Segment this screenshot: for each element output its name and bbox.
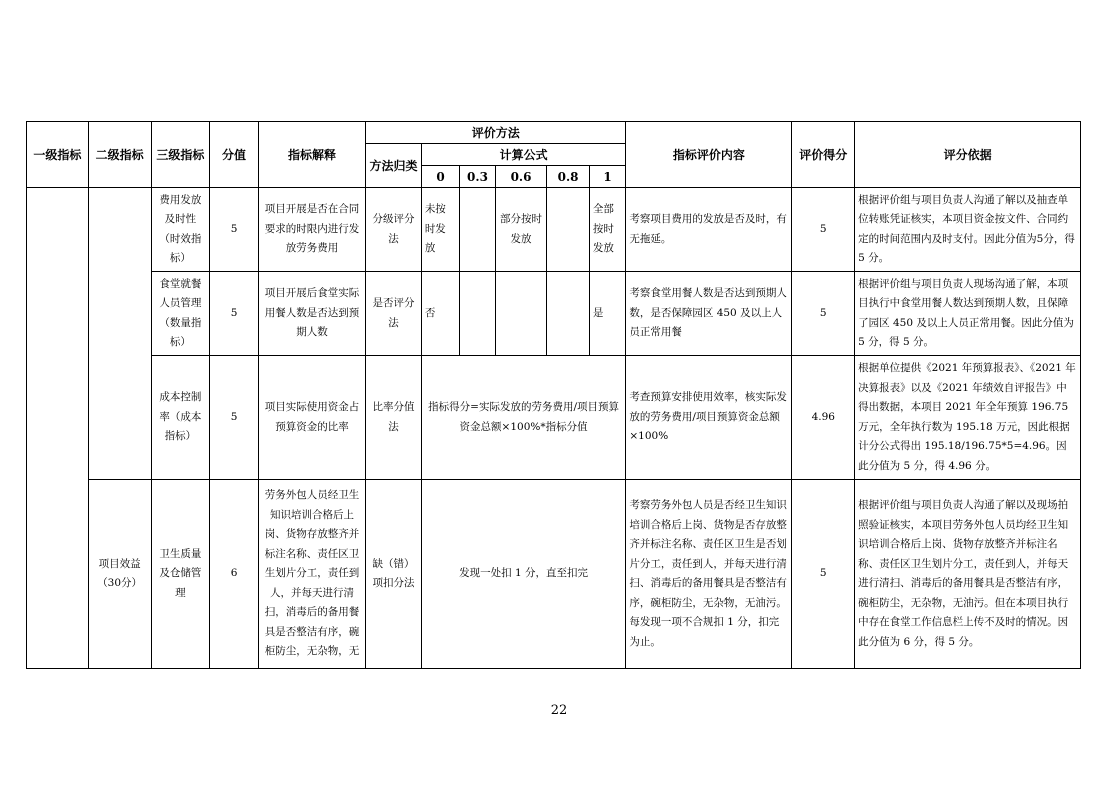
explanation-cell: 项目开展后食堂实际用餐人数是否达到预期人数: [258, 272, 365, 356]
header-method-class: 方法归类: [366, 144, 422, 188]
explanation-cell: 项目实际使用资金占预算资金的比率: [258, 356, 365, 480]
explanation-cell: 劳务外包人员经卫生知识培训合格后上岗、货物存放整齐并标注名称、责任区卫生划片分工，责任到人，并每天进行清扫，消毒后的备用餐具是否整洁有序，碗柜防尘，无杂物，无: [258, 480, 365, 669]
header-formula-col: 0: [421, 166, 459, 188]
header-row-1: [27, 122, 1081, 144]
header-explanation: 指标解释: [258, 122, 365, 188]
header-score: 分值: [210, 122, 259, 188]
level3-cell: 成本控制率（成本指标）: [151, 356, 210, 480]
page-number: 22: [550, 703, 568, 718]
header-formula-col: 0.3: [460, 166, 495, 188]
explanation-cell: 项目开展是否在合同要求的时限内进行发放劳务费用: [258, 188, 365, 272]
header-formula-col: 0.6: [495, 166, 547, 188]
evaluation-table: [26, 121, 1081, 669]
table-row: [27, 356, 1081, 480]
basis-cell: 根据评价组与项目负责人沟通了解以及抽查单位转账凭证核实，本项目资金按文件、合同约定的时间范围内及时支付。因此分值为5分，得 5 分。: [855, 188, 1081, 272]
basis-cell: 根据单位提供《2021 年预算报表》、《2021 年决算报表》以及《2021 年绩效自评报告》中得出数据，本项目 2021 年全年预算 196.75 万元，全年执行数为 195.18 万元，因此根据计分公式得出 195.18/196.75*5=4.96。因此分值为 5 分，得 4.96 分。: [855, 356, 1081, 480]
header-basis: 评分依据: [855, 122, 1081, 188]
score-cell: 5: [210, 188, 259, 272]
level2-cell: [88, 188, 151, 480]
content-cell: 考察食堂用餐人数是否达到预期人数，是否保障园区 450 及以上人员正常用餐: [626, 272, 792, 356]
header-eval-content: 指标评价内容: [626, 122, 792, 188]
formula-cell-1: 全部按时发放: [589, 188, 626, 272]
header-formula-col: 1: [589, 166, 626, 188]
eval-score-cell: 5: [792, 188, 855, 272]
formula-cell-1: 是: [589, 272, 626, 356]
level3-cell: 费用发放及时性（时效指标）: [151, 188, 210, 272]
level3-cell: 卫生质量及仓储管理: [151, 480, 210, 669]
formula-cell-03: [460, 272, 495, 356]
formula-cell-03: [460, 188, 495, 272]
header-formula-col: 0.8: [547, 166, 590, 188]
content-cell: 考察劳务外包人员是否经卫生知识培训合格后上岗、货物是否存放整齐并标注名称、责任区卫生是否划片分工，责任到人，并每天进行清扫、消毒后的备用餐具是否整洁有序，碗柜防尘，无杂物，无油污。每发现一项不合规扣 1 分，扣完为止。: [626, 480, 792, 669]
header-level2: 二级指标: [88, 122, 151, 188]
content-cell: 考查预算安排使用效率，核实际发放的劳务费用/项目预算资金总额×100%: [626, 356, 792, 480]
formula-cell-0: 未按时发放: [421, 188, 459, 272]
formula-cell-06: [495, 272, 547, 356]
score-cell: 6: [210, 480, 259, 669]
formula-cell-0: 否: [421, 272, 459, 356]
header-eval-score: 评价得分: [792, 122, 855, 188]
table-row: [27, 480, 1081, 669]
table-row: [27, 272, 1081, 356]
content-cell: 考察项目费用的发放是否及时，有无拖延。: [626, 188, 792, 272]
formula-cell-08: [547, 188, 590, 272]
header-level3: 三级指标: [151, 122, 210, 188]
eval-score-cell: 5: [792, 272, 855, 356]
formula-cell-08: [547, 272, 590, 356]
table-row: [27, 188, 1081, 272]
method-cell: 比率分值法: [366, 356, 422, 480]
method-cell: 是否评分法: [366, 272, 422, 356]
level2-cell: 项目效益（30分）: [88, 480, 151, 669]
eval-score-cell: 4.96: [792, 356, 855, 480]
eval-score-cell: 5: [792, 480, 855, 669]
formula-cell-06: 部分按时发放: [495, 188, 547, 272]
header-eval-method: 评价方法: [366, 122, 626, 144]
basis-cell: 根据评价组与项目负责人沟通了解以及现场拍照验证核实，本项目劳务外包人员均经卫生知识培训合格后上岗、货物存放整齐并标注名称、责任区卫生划片分工，责任到人，并每天进行清扫、消毒后的备用餐具是否整洁有序，碗柜防尘，无杂物，无油污。但在本项目执行中存在食堂工作信息栏上传不及时的情况。因此分值为 6 分，得 5 分。: [855, 480, 1081, 669]
level1-cell: [27, 188, 89, 669]
method-cell: 缺（错）项扣分法: [366, 480, 422, 669]
basis-cell: 根据评价组与项目负责人现场沟通了解，本项目执行中食堂用餐人数达到预期人数，且保障了园区 450 及以上人员正常用餐。因此分值为 5 分，得 5 分。: [855, 272, 1081, 356]
score-cell: 5: [210, 272, 259, 356]
formula-text-cell: 发现一处扣 1 分，直至扣完: [421, 480, 626, 669]
level3-cell: 食堂就餐人员管理（数量指标）: [151, 272, 210, 356]
score-cell: 5: [210, 356, 259, 480]
header-level1: 一级指标: [27, 122, 89, 188]
formula-text-cell: 指标得分=实际发放的劳务费用/项目预算资金总额×100%*指标分值: [421, 356, 626, 480]
method-cell: 分级评分法: [366, 188, 422, 272]
header-formula: 计算公式: [421, 144, 626, 166]
